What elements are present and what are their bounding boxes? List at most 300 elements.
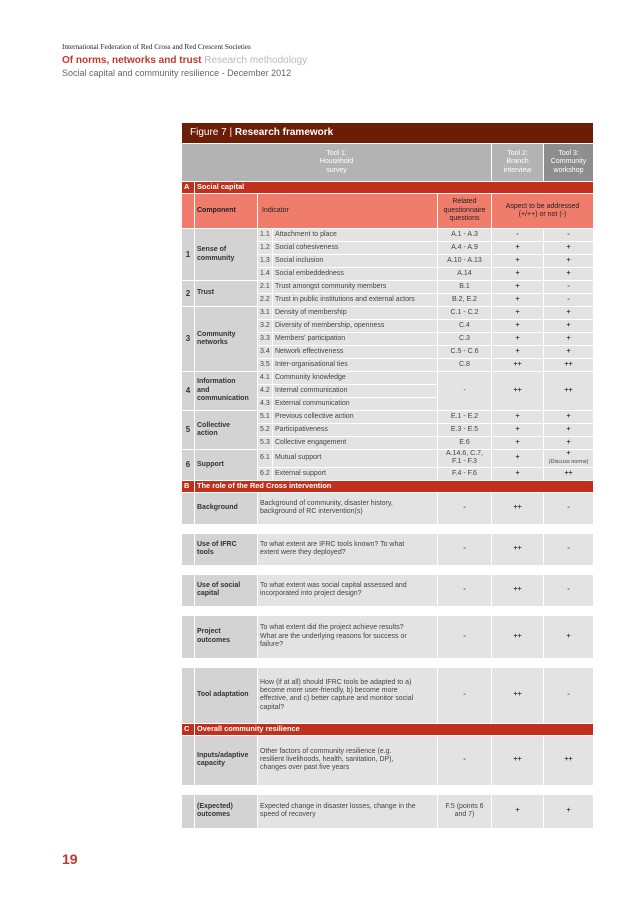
text-line: Information xyxy=(197,378,236,386)
cell-text: A.10 - A.13 xyxy=(447,256,482,264)
tool3-value xyxy=(544,333,594,346)
research-framework-table xyxy=(181,122,594,829)
indicator-row xyxy=(182,307,594,320)
indicator-code: 2.1 xyxy=(258,281,273,294)
cell-text: ++ xyxy=(564,360,573,368)
cell-text: B.2, E.2 xyxy=(452,295,477,303)
cell-text: + xyxy=(515,243,520,251)
tool1-value xyxy=(438,492,492,524)
text-line: resilient livelihoods, health, sanitation, DP), xyxy=(260,756,394,764)
text-line: Aspect to be addressed xyxy=(505,202,580,210)
tool2-value xyxy=(492,281,544,294)
tool3-value xyxy=(544,268,594,281)
related-questions xyxy=(438,467,492,480)
cell-text: + xyxy=(566,450,571,457)
section-b-header xyxy=(182,480,594,492)
text-line: action xyxy=(197,430,218,437)
doc-subtitle: Social capital and community resilience - December 2012 xyxy=(62,68,292,78)
text-line: Community xyxy=(197,330,236,338)
row-label xyxy=(195,667,258,723)
cell-text: + xyxy=(515,454,520,462)
question-row xyxy=(182,615,594,658)
text-line: and 7) xyxy=(454,811,475,819)
indicator-code: 4.2 xyxy=(258,385,273,398)
cell-text: E.3 - E.5 xyxy=(450,425,479,433)
tool2-value xyxy=(492,255,544,268)
text-line: What are the underlying reasons for success or xyxy=(260,632,407,640)
text-line: capital xyxy=(197,590,220,598)
component-name xyxy=(195,372,258,411)
cell-text: ++ xyxy=(564,469,573,477)
tool2-value xyxy=(492,242,544,255)
indicator-code: 3.5 xyxy=(258,359,273,372)
text-line: Sense of xyxy=(197,246,227,254)
indicator-code: 1.3 xyxy=(258,255,273,268)
indicator-label: Trust in public institutions and external actors xyxy=(273,294,438,307)
cell-text: + xyxy=(515,807,520,815)
tool2-value xyxy=(492,735,544,785)
text-line: community xyxy=(197,254,235,262)
tool3-value: ++ xyxy=(544,372,594,411)
cell-text: - xyxy=(567,545,570,553)
tool1-value xyxy=(438,667,492,723)
text-line: outcomes xyxy=(197,811,231,819)
indicator-label: Collective engagement xyxy=(273,437,438,450)
row-label xyxy=(195,492,258,524)
tool3-value xyxy=(544,467,594,480)
indicator-row xyxy=(182,281,594,294)
indicator-row xyxy=(182,411,594,424)
tool3-value xyxy=(544,242,594,255)
component-number: 3 xyxy=(182,307,195,372)
row-description xyxy=(258,794,438,828)
question-row xyxy=(182,735,594,785)
cell-text: E.1 - E.2 xyxy=(450,412,479,420)
cell-text: - xyxy=(567,282,570,290)
indicator-label: Social embeddedness xyxy=(273,268,438,281)
component-number: 6 xyxy=(182,450,195,481)
text-line: Household xyxy=(319,158,354,166)
column-header-row xyxy=(182,194,594,229)
cell-text: - xyxy=(567,691,570,699)
related-questions xyxy=(438,320,492,333)
indicator-code: 5.3 xyxy=(258,437,273,450)
related-questions xyxy=(438,281,492,294)
cell-text: + xyxy=(515,308,520,316)
tool2-value xyxy=(492,268,544,281)
tool3-value xyxy=(544,735,594,785)
tool2-value: ++ xyxy=(492,372,544,411)
component-name xyxy=(195,450,258,481)
related-questions xyxy=(438,450,492,468)
row-label xyxy=(195,574,258,606)
text-line: To what extent are IFRC tools known? To what xyxy=(260,540,405,548)
text-line: capacity xyxy=(197,760,226,768)
text-line: survey xyxy=(326,166,347,174)
cell-text: + xyxy=(566,334,571,342)
doc-title-section: Research methodology xyxy=(204,55,308,66)
text-line: interview xyxy=(503,166,532,174)
tool1-value xyxy=(438,735,492,785)
tool3-header xyxy=(544,144,594,182)
text-line: Related xyxy=(452,198,477,206)
cell-text: + xyxy=(515,269,520,277)
tool3-value xyxy=(544,281,594,294)
cell-text: + xyxy=(566,269,571,277)
text-line: changes over past five years xyxy=(260,764,350,772)
indicator-code: 1.4 xyxy=(258,268,273,281)
cell-note: (Discuss norms) xyxy=(548,459,589,466)
indicator-row xyxy=(182,372,594,385)
cell-text: + xyxy=(515,295,520,303)
row-label xyxy=(195,794,258,828)
cell-text: + xyxy=(566,308,571,316)
tool2-value xyxy=(492,411,544,424)
cell-text: + xyxy=(566,438,571,446)
text-line: How (if at all) should IFRC tools be adapted to a) xyxy=(260,678,412,686)
text-line: F.5 (points 6 xyxy=(445,802,484,810)
indicator-label: Community knowledge xyxy=(273,372,438,385)
tool1-value xyxy=(438,794,492,828)
related-questions xyxy=(438,307,492,320)
cell-text: + xyxy=(566,347,571,355)
figure-label: Figure 7 | xyxy=(190,127,233,138)
text-line: capital? xyxy=(260,703,285,711)
related-questions-header xyxy=(438,194,492,229)
indicator-code: 3.3 xyxy=(258,333,273,346)
indicator-code: 1.1 xyxy=(258,229,273,242)
text-line: questionnaire xyxy=(443,206,486,214)
tool3-value xyxy=(544,411,594,424)
indicator-label: Density of membership xyxy=(273,307,438,320)
cell-text: - xyxy=(567,230,570,238)
indicator-label: Social cohesiveness xyxy=(273,242,438,255)
tool1-header xyxy=(182,144,492,182)
doc-title-main: Of norms, networks and trust xyxy=(62,55,202,66)
question-row xyxy=(182,667,594,723)
page-number: 19 xyxy=(62,851,78,867)
indicator-code: 6.2 xyxy=(258,467,273,480)
text-line: Tool adaptation xyxy=(197,691,249,699)
row-description xyxy=(258,615,438,658)
question-row xyxy=(182,492,594,524)
cell-text: ++ xyxy=(513,504,522,512)
indicator-code: 3.4 xyxy=(258,346,273,359)
tool3-value xyxy=(544,574,594,606)
related-questions xyxy=(438,411,492,424)
section-letter: C xyxy=(182,723,195,735)
indicator-code: 2.2 xyxy=(258,294,273,307)
tool2-value xyxy=(492,307,544,320)
text-line: Background xyxy=(197,504,238,512)
tool3-value xyxy=(544,255,594,268)
tool2-value xyxy=(492,359,544,372)
text-line: tools xyxy=(197,549,214,557)
text-line: communication xyxy=(197,395,249,403)
text-line: Community xyxy=(550,158,587,166)
component-number: 2 xyxy=(182,281,195,307)
cell-text: + xyxy=(566,632,571,640)
text-line: Tool 1: xyxy=(326,149,347,157)
row-label xyxy=(195,735,258,785)
cell-text: + xyxy=(515,282,520,290)
indicator-code: 4.3 xyxy=(258,398,273,411)
indicator-label: External support xyxy=(273,467,438,480)
component-name xyxy=(195,411,258,450)
tool3-value xyxy=(544,450,594,468)
tool3-value xyxy=(544,533,594,565)
related-questions xyxy=(438,346,492,359)
section-a-header xyxy=(182,182,594,194)
question-row xyxy=(182,533,594,565)
indicator-code: 3.2 xyxy=(258,320,273,333)
row-label xyxy=(195,615,258,658)
tool2-value xyxy=(492,667,544,723)
related-questions xyxy=(438,242,492,255)
text-line: Inputs/adaptive xyxy=(197,751,249,759)
related-questions: - xyxy=(438,372,492,411)
cell-text: C.3 xyxy=(459,334,470,342)
text-line: become more user-friendly, b) become more xyxy=(260,686,398,694)
figure-title: Research framework xyxy=(234,127,334,138)
indicator-label: Participativeness xyxy=(273,424,438,437)
section-title: Overall community resilience xyxy=(195,723,594,735)
component-header: Component xyxy=(195,194,258,229)
text-line: Expected change in disaster losses, change in the xyxy=(260,802,416,810)
tool3-value xyxy=(544,794,594,828)
text-line: speed of recovery xyxy=(260,811,316,819)
text-line: A.14.6, C.7, xyxy=(446,450,483,457)
text-line: (Expected) xyxy=(197,802,233,810)
indicator-code: 5.2 xyxy=(258,424,273,437)
text-line: Collective xyxy=(197,421,231,429)
question-row xyxy=(182,574,594,606)
tool2-value xyxy=(492,346,544,359)
cell-text: + xyxy=(515,321,520,329)
text-line: failure? xyxy=(260,640,283,648)
cell-text: + xyxy=(515,438,520,446)
tool2-value xyxy=(492,333,544,346)
text-line: Use of IFRC xyxy=(197,540,237,548)
tool2-value xyxy=(492,320,544,333)
row-description xyxy=(258,735,438,785)
cell-text: B.1 xyxy=(459,282,470,290)
indicator-row xyxy=(182,229,594,242)
cell-text: + xyxy=(515,334,520,342)
cell-text: F.4 - F.6 xyxy=(452,469,477,477)
cell-text: - xyxy=(463,586,466,594)
section-letter: A xyxy=(182,182,195,194)
related-questions xyxy=(438,229,492,242)
text-line: Branch xyxy=(506,158,529,166)
component-number: 4 xyxy=(182,372,195,411)
cell-text: A.4 - A.9 xyxy=(451,243,478,251)
tool2-value xyxy=(492,437,544,450)
cell-text: C.5 - C.6 xyxy=(450,347,479,355)
text-line: background of RC intervention(s) xyxy=(260,508,363,516)
text-line: Support xyxy=(197,460,224,468)
related-questions xyxy=(438,437,492,450)
tool3-value xyxy=(544,320,594,333)
cell-text: - xyxy=(516,230,519,238)
tool2-value xyxy=(492,294,544,307)
text-line: Other factors of community resilience (e.g. xyxy=(260,747,392,755)
row-description xyxy=(258,492,438,524)
cell-text: - xyxy=(567,504,570,512)
tool2-header xyxy=(492,144,544,182)
aspect-header xyxy=(492,194,594,229)
component-number: 1 xyxy=(182,229,195,281)
indicator-row xyxy=(182,450,594,468)
tool2-value xyxy=(492,533,544,565)
cell-text: E.6 xyxy=(459,438,470,446)
tool2-value xyxy=(492,492,544,524)
row-label xyxy=(195,533,258,565)
indicator-label: Network effectiveness xyxy=(273,346,438,359)
section-title: The role of the Red Cross intervention xyxy=(195,480,594,492)
cell-text: + xyxy=(515,256,520,264)
cell-text: - xyxy=(463,756,466,764)
cell-text: + xyxy=(566,807,571,815)
tool3-value xyxy=(544,294,594,307)
text-line: To what extent did the project achieve results? xyxy=(260,624,404,632)
tool3-value xyxy=(544,229,594,242)
tool2-value xyxy=(492,467,544,480)
cell-text: - xyxy=(567,586,570,594)
text-line: Background of community, disaster history, xyxy=(260,499,393,507)
tool2-value xyxy=(492,229,544,242)
component-name xyxy=(195,281,258,307)
cell-text: + xyxy=(566,425,571,433)
text-line: outcomes xyxy=(197,636,231,644)
question-row xyxy=(182,794,594,828)
text-line: extent were they deployed? xyxy=(260,549,346,557)
cell-text: ++ xyxy=(513,756,522,764)
indicator-label: Members' participation xyxy=(273,333,438,346)
text-line: networks xyxy=(197,339,228,346)
indicator-header: Indicator xyxy=(258,194,438,229)
cell-text: ++ xyxy=(513,632,522,640)
indicator-label: Mutual support xyxy=(273,450,438,468)
text-line: Use of social xyxy=(197,581,241,589)
tool2-value xyxy=(492,450,544,468)
cell-text: C.1 - C.2 xyxy=(450,308,479,316)
text-line: Tool 2: xyxy=(507,149,528,157)
indicator-label: Diversity of membership, openness xyxy=(273,320,438,333)
cell-text: C.8 xyxy=(459,360,470,368)
text-line: workshop xyxy=(553,166,584,174)
text-line: Project xyxy=(197,628,221,636)
tool1-value xyxy=(438,574,492,606)
cell-text: + xyxy=(566,243,571,251)
tool2-value xyxy=(492,574,544,606)
cell-text: + xyxy=(566,321,571,329)
related-questions xyxy=(438,268,492,281)
text-line: effective, and c) better capture and monitor social xyxy=(260,695,414,703)
text-line: F.1 - F.3 xyxy=(452,458,477,466)
related-questions xyxy=(438,359,492,372)
org-name: International Federation of Red Cross and Red Crescent Societies xyxy=(62,43,251,51)
indicator-label: External communication xyxy=(273,398,438,411)
indicator-code: 3.1 xyxy=(258,307,273,320)
indicator-code: 1.2 xyxy=(258,242,273,255)
tool3-value xyxy=(544,424,594,437)
indicator-label: Trust amongst community members xyxy=(273,281,438,294)
tool1-value xyxy=(438,615,492,658)
cell-text: + xyxy=(566,412,571,420)
tool2-value xyxy=(492,615,544,658)
indicator-label: Inter-organisational ties xyxy=(273,359,438,372)
cell-text: ++ xyxy=(564,756,573,764)
tool3-value xyxy=(544,359,594,372)
related-questions xyxy=(438,333,492,346)
tool3-value xyxy=(544,346,594,359)
tool-header-row xyxy=(182,144,594,182)
tool3-value xyxy=(544,667,594,723)
component-name xyxy=(195,229,258,281)
text-line: (+/++) or not (-) xyxy=(518,211,567,218)
tool3-value xyxy=(544,615,594,658)
tool2-value xyxy=(492,424,544,437)
cell-text: ++ xyxy=(513,691,522,699)
row-description xyxy=(258,533,438,565)
cell-text: - xyxy=(463,632,466,640)
section-title: Social capital xyxy=(195,182,594,194)
tool1-value xyxy=(438,533,492,565)
indicator-label: Social inclusion xyxy=(273,255,438,268)
component-name xyxy=(195,307,258,372)
row-description xyxy=(258,667,438,723)
text-line: and xyxy=(197,386,210,394)
text-line: Trust xyxy=(197,289,215,297)
cell-text: - xyxy=(463,504,466,512)
component-number: 5 xyxy=(182,411,195,450)
related-questions xyxy=(438,294,492,307)
text-line: To what extent was social capital assessed and xyxy=(260,581,407,589)
section-c-header xyxy=(182,723,594,735)
indicator-label: Internal communication xyxy=(273,385,438,398)
section-letter: B xyxy=(182,480,195,492)
related-questions xyxy=(438,255,492,268)
cell-text: + xyxy=(515,469,520,477)
cell-text: - xyxy=(463,545,466,553)
tool2-value xyxy=(492,794,544,828)
cell-text: + xyxy=(566,256,571,264)
row-description xyxy=(258,574,438,606)
cell-text: C.4 xyxy=(459,321,470,329)
cell-text: + xyxy=(515,347,520,355)
cell-text: A.1 - A.3 xyxy=(451,230,478,238)
tool3-value xyxy=(544,492,594,524)
cell-text: - xyxy=(463,691,466,699)
tool3-value xyxy=(544,437,594,450)
cell-text: ++ xyxy=(513,545,522,553)
indicator-code: 6.1 xyxy=(258,450,273,468)
doc-title xyxy=(62,55,307,66)
cell-text: ++ xyxy=(513,360,522,368)
text-line: incorporated into project design? xyxy=(260,590,362,598)
cell-text: + xyxy=(515,412,520,420)
indicator-code: 4.1 xyxy=(258,372,273,385)
indicator-code: 5.1 xyxy=(258,411,273,424)
text-line: questions xyxy=(449,215,480,223)
indicator-label: Attachment to place xyxy=(273,229,438,242)
text-line: Tool 3: xyxy=(558,149,579,157)
cell-text: + xyxy=(515,425,520,433)
cell-text: A.14 xyxy=(457,269,472,277)
figure-title-row xyxy=(182,123,594,144)
cell-text: - xyxy=(567,295,570,303)
